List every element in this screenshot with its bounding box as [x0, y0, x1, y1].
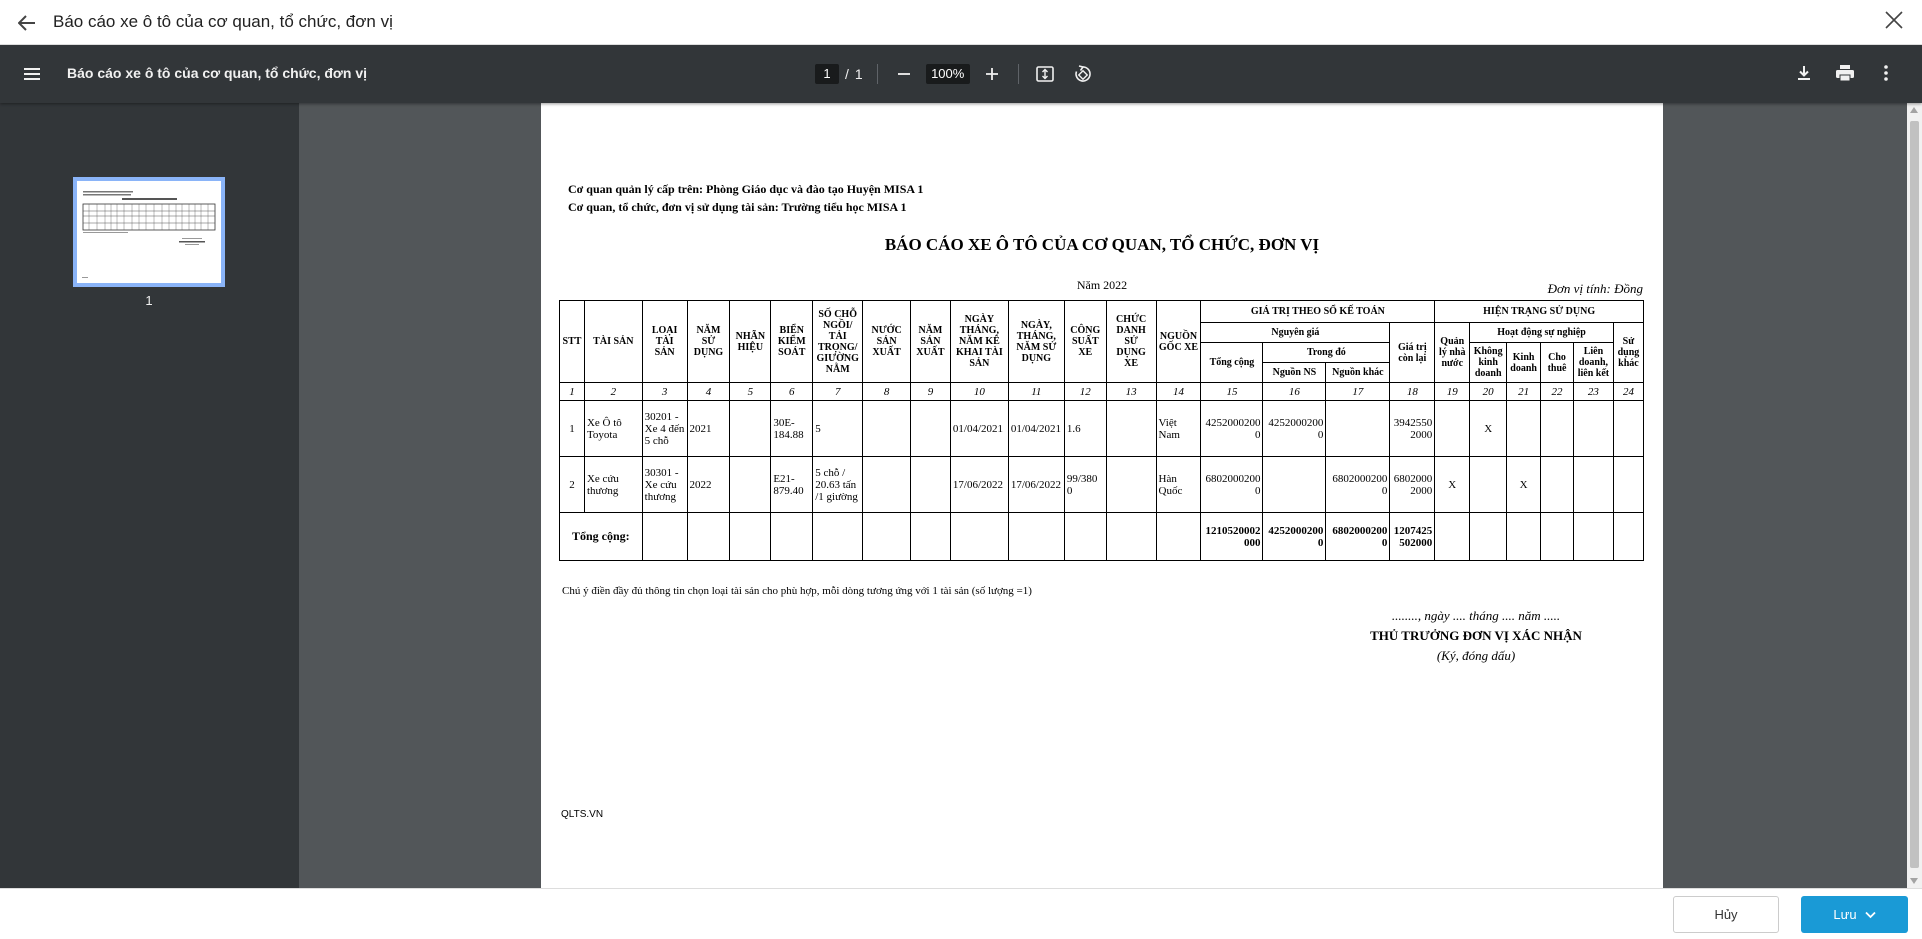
thumbnail-page-number: 1 — [145, 293, 153, 308]
total-tong-cong: 1210520002 000 — [1201, 513, 1263, 561]
chevron-down-icon[interactable] — [1865, 907, 1876, 922]
table-row — [560, 457, 1644, 513]
total-nguon-ns: 4252000200 0 — [1263, 513, 1326, 561]
cell-su-dung-khac — [1613, 401, 1643, 457]
report-note: Chú ý điền đầy đủ thông tin chọn loại tài sản cho phù hợp, mỗi dòng tương ứng với 1 tài sản (số lượng =1) — [562, 585, 1032, 597]
close-icon[interactable] — [1880, 6, 1908, 34]
header-nguon-goc: NGUỒN GỐC XE — [1156, 301, 1201, 383]
cell-nguon-ns — [1263, 457, 1326, 513]
total-empty-cell — [813, 513, 863, 561]
toolbar-divider — [877, 64, 878, 84]
toolbar-center-controls — [815, 61, 1095, 87]
cell-quan-ly: X — [1435, 457, 1470, 513]
column-number: 7 — [813, 383, 863, 401]
cell-nguon-goc: Hàn Quốc — [1156, 457, 1201, 513]
cell-su-dung-khac — [1613, 457, 1643, 513]
zoom-out-icon[interactable] — [892, 62, 916, 86]
header-nguon-khac: Nguồn khác — [1326, 363, 1390, 383]
cell-quan-ly — [1435, 401, 1470, 457]
cell-loai-tai-san: 30201 - Xe 4 đến 5 chỗ — [642, 401, 687, 457]
column-number: 21 — [1507, 383, 1541, 401]
cell-ngay-ke-khai: 01/04/2021 — [950, 401, 1008, 457]
scroll-up-arrow-icon[interactable] — [1910, 107, 1918, 113]
report-year: Năm 2022 — [1076, 278, 1128, 292]
signature-title: THỦ TRƯỞNG ĐƠN VỊ XÁC NHẬN — [1370, 628, 1582, 643]
total-empty-cell — [1507, 513, 1541, 561]
column-number: 5 — [730, 383, 771, 401]
cell-cho-thue — [1541, 401, 1574, 457]
total-empty-cell — [642, 513, 687, 561]
total-empty-cell — [1541, 513, 1574, 561]
total-empty-cell — [863, 513, 911, 561]
cell-lien-doanh — [1573, 401, 1613, 457]
cell-stt: 2 — [560, 457, 585, 513]
header-hoat-dong-su-nghiep: Hoạt động sự nghiệp — [1470, 323, 1614, 343]
cell-gia-tri-con-lai: 6802000 2000 — [1390, 457, 1435, 513]
cell-cho-thue — [1541, 457, 1574, 513]
header-tong-cong: Tổng cộng — [1201, 343, 1263, 383]
thumbnail-sidebar — [0, 103, 299, 888]
column-number: 17 — [1326, 383, 1390, 401]
using-agency-line: Cơ quan, tổ chức, đơn vị sử dụng tài sản: Trường tiểu học MISA 1 — [568, 200, 907, 214]
cell-so-cho: 5 — [813, 401, 863, 457]
upper-agency-line: Cơ quan quản lý cấp trên: Phòng Giáo dục và đào tạo Huyện MISA 1 — [568, 182, 924, 196]
cell-gia-tri-con-lai: 3942550 2000 — [1390, 401, 1435, 457]
cell-nuoc-san-xuat — [863, 401, 911, 457]
signature-subtitle: (Ký, đóng dấu) — [1436, 648, 1516, 663]
header-gia-tri: GIÁ TRỊ THEO SỔ KẾ TOÁN — [1201, 301, 1435, 323]
toolbar-divider — [1018, 64, 1019, 84]
column-number: 16 — [1263, 383, 1326, 401]
total-empty-cell — [1435, 513, 1470, 561]
scroll-down-arrow-icon[interactable] — [1910, 878, 1918, 884]
header-tai-san: TÀI SẢN — [584, 301, 642, 383]
header-cho-thue: Cho thuê — [1541, 343, 1574, 383]
cell-nhan-hieu — [730, 457, 771, 513]
header-trong-do: Trong đó — [1263, 343, 1390, 363]
header-khong-kinh-doanh: Không kinh doanh — [1470, 343, 1507, 383]
column-number: 8 — [863, 383, 911, 401]
total-nguon-khac: 6802000200 0 — [1326, 513, 1390, 561]
column-number: 14 — [1156, 383, 1201, 401]
header-nam-san-xuat: NĂM SẢN XUẤT — [910, 301, 950, 383]
header-ngay-ke-khai: NGÀY THÁNG, NĂM KÊ KHAI TÀI SẢN — [950, 301, 1008, 383]
cell-cong-suat: 1.6 — [1064, 401, 1106, 457]
column-number: 10 — [950, 383, 1008, 401]
total-pages: 1 — [854, 66, 863, 82]
column-number: 2 — [584, 383, 642, 401]
menu-icon[interactable] — [20, 62, 44, 86]
back-arrow-icon[interactable] — [14, 10, 40, 36]
header-quan-ly-nha-nuoc: Quản lý nhà nước — [1435, 323, 1470, 383]
cell-khong-kinh-doanh — [1470, 457, 1507, 513]
column-number: 23 — [1573, 383, 1613, 401]
zoom-level-input[interactable]: 100% — [926, 64, 970, 84]
page-thumbnail[interactable] — [73, 177, 225, 287]
cell-cong-suat: 99/380 0 — [1064, 457, 1106, 513]
rotate-icon[interactable] — [1071, 62, 1095, 86]
cell-nhan-hieu — [730, 401, 771, 457]
save-button-label: Lưu — [1833, 907, 1857, 922]
print-icon[interactable] — [1833, 61, 1857, 85]
column-number: 11 — [1008, 383, 1064, 401]
header-su-dung-khac: Sử dụng khác — [1613, 323, 1643, 383]
report-title: BÁO CÁO XE Ô TÔ CỦA CƠ QUAN, TỔ CHỨC, ĐƠN VỊ — [884, 235, 1320, 254]
column-number: 15 — [1201, 383, 1263, 401]
total-empty-cell — [1008, 513, 1064, 561]
page-separator: / — [845, 66, 849, 82]
vertical-scrollbar[interactable] — [1907, 103, 1922, 888]
header-nhan-hieu: NHÃN HIỆU — [730, 301, 771, 383]
column-number: 24 — [1613, 383, 1643, 401]
cell-khong-kinh-doanh: X — [1470, 401, 1507, 457]
cell-nam-san-xuat — [910, 457, 950, 513]
cell-tong-cong: 6802000200 0 — [1201, 457, 1263, 513]
zoom-in-icon[interactable] — [980, 62, 1004, 86]
cell-nguon-khac — [1326, 401, 1390, 457]
page-footer: QLTS.VN — [561, 809, 604, 820]
dialog-titlebar — [0, 0, 1922, 45]
more-vert-icon[interactable] — [1874, 61, 1898, 85]
cell-nam-su-dung: 2022 — [687, 457, 730, 513]
fit-page-icon[interactable] — [1033, 62, 1057, 86]
cell-nam-su-dung: 2021 — [687, 401, 730, 457]
page-number-input[interactable]: 1 — [815, 64, 839, 84]
column-number: 3 — [642, 383, 687, 401]
cell-nguon-ns: 4252000200 0 — [1263, 401, 1326, 457]
pdf-page — [541, 103, 1663, 888]
dialog-title: Báo cáo xe ô tô của cơ quan, tổ chức, đơn vị — [53, 12, 393, 31]
cell-kinh-doanh — [1507, 401, 1541, 457]
save-button[interactable] — [1801, 896, 1908, 933]
cell-kinh-doanh: X — [1507, 457, 1541, 513]
report-unit: Đơn vị tính: Đồng — [1547, 281, 1643, 296]
header-so-cho-ngoi: SỐ CHỖ NGỒI/ TẢI TRỌNG/ GIƯỜNG NẰM — [813, 301, 863, 383]
scrollbar-thumb[interactable] — [1910, 121, 1919, 868]
toolbar-right-controls — [1792, 61, 1898, 85]
cell-ngay-ke-khai: 17/06/2022 — [950, 457, 1008, 513]
cell-nam-san-xuat — [910, 401, 950, 457]
header-lien-doanh: Liên doanh, liên kết — [1573, 343, 1613, 383]
cell-bien-kiem-soat: 30E-184.88 — [771, 401, 813, 457]
cancel-button-label: Hủy — [1714, 907, 1738, 922]
cell-lien-doanh — [1573, 457, 1613, 513]
column-number: 9 — [910, 383, 950, 401]
header-nguyen-gia: Nguyên giá — [1201, 323, 1390, 343]
cell-chuc-danh — [1106, 457, 1156, 513]
total-empty-cell — [1470, 513, 1507, 561]
column-number: 22 — [1541, 383, 1574, 401]
report-table — [559, 300, 1644, 561]
column-number: 4 — [687, 383, 730, 401]
header-chuc-danh: CHỨC DANH SỬ DỤNG XE — [1106, 301, 1156, 383]
header-gia-tri-con-lai: Giá trị còn lại — [1390, 323, 1435, 383]
total-empty-cell — [950, 513, 1008, 561]
cell-ngay-su-dung: 01/04/2021 — [1008, 401, 1064, 457]
header-nguon-ns: Nguồn NS — [1263, 363, 1326, 383]
column-number: 6 — [771, 383, 813, 401]
header-bien-kiem-soat: BIỂN KIỂM SOÁT — [771, 301, 813, 383]
cell-chuc-danh — [1106, 401, 1156, 457]
total-gia-tri-con-lai: 1207425 502000 — [1390, 513, 1435, 561]
report-header — [568, 180, 923, 216]
column-number: 19 — [1435, 383, 1470, 401]
header-nuoc-san-xuat: NƯỚC SẢN XUẤT — [863, 301, 911, 383]
cell-loai-tai-san: 30301 - Xe cứu thương — [642, 457, 687, 513]
signature-date: ........, ngày .... tháng .... năm ..... — [1391, 608, 1561, 623]
total-label: Tổng cộng: — [560, 513, 643, 561]
header-stt: STT — [560, 301, 585, 383]
total-row — [560, 513, 1644, 561]
column-number: 13 — [1106, 383, 1156, 401]
column-number-row — [560, 383, 1644, 401]
cell-stt: 1 — [560, 401, 585, 457]
column-number: 12 — [1064, 383, 1106, 401]
dialog-footer — [0, 888, 1922, 939]
column-number: 1 — [560, 383, 585, 401]
cell-tai-san: Xe cứu thương — [584, 457, 642, 513]
cell-nguon-goc: Việt Nam — [1156, 401, 1201, 457]
cell-tong-cong: 4252000200 0 — [1201, 401, 1263, 457]
column-number: 18 — [1390, 383, 1435, 401]
total-empty-cell — [730, 513, 771, 561]
total-empty-cell — [687, 513, 730, 561]
pdf-viewer — [0, 45, 1922, 888]
total-empty-cell — [1064, 513, 1106, 561]
header-kinh-doanh: Kinh doanh — [1507, 343, 1541, 383]
cell-tai-san: Xe Ô tô Toyota — [584, 401, 642, 457]
cancel-button[interactable] — [1673, 896, 1779, 933]
header-hien-trang: HIỆN TRẠNG SỬ DỤNG — [1435, 301, 1644, 323]
header-cong-suat: CÔNG SUẤT XE — [1064, 301, 1106, 383]
column-number: 20 — [1470, 383, 1507, 401]
cell-ngay-su-dung: 17/06/2022 — [1008, 457, 1064, 513]
total-empty-cell — [771, 513, 813, 561]
cell-nguon-khac: 6802000200 0 — [1326, 457, 1390, 513]
toolbar-doc-title: Báo cáo xe ô tô của cơ quan, tổ chức, đơn vị — [67, 65, 367, 81]
total-empty-cell — [1573, 513, 1613, 561]
total-empty-cell — [1106, 513, 1156, 561]
pdf-toolbar — [0, 45, 1922, 103]
table-row — [560, 401, 1644, 457]
total-empty-cell — [910, 513, 950, 561]
download-icon[interactable] — [1792, 61, 1816, 85]
total-empty-cell — [1613, 513, 1643, 561]
cell-nuoc-san-xuat — [863, 457, 911, 513]
total-empty-cell — [1156, 513, 1201, 561]
signature-block — [1321, 606, 1631, 666]
header-nam-su-dung: NĂM SỬ DỤNG — [687, 301, 730, 383]
header-loai-tai-san: LOẠI TÀI SẢN — [642, 301, 687, 383]
cell-bien-kiem-soat: E21-879.40 — [771, 457, 813, 513]
cell-so-cho: 5 chỗ / 20.63 tấn /1 giường — [813, 457, 863, 513]
header-ngay-su-dung: NGÀY, THÁNG, NĂM SỬ DỤNG — [1008, 301, 1064, 383]
